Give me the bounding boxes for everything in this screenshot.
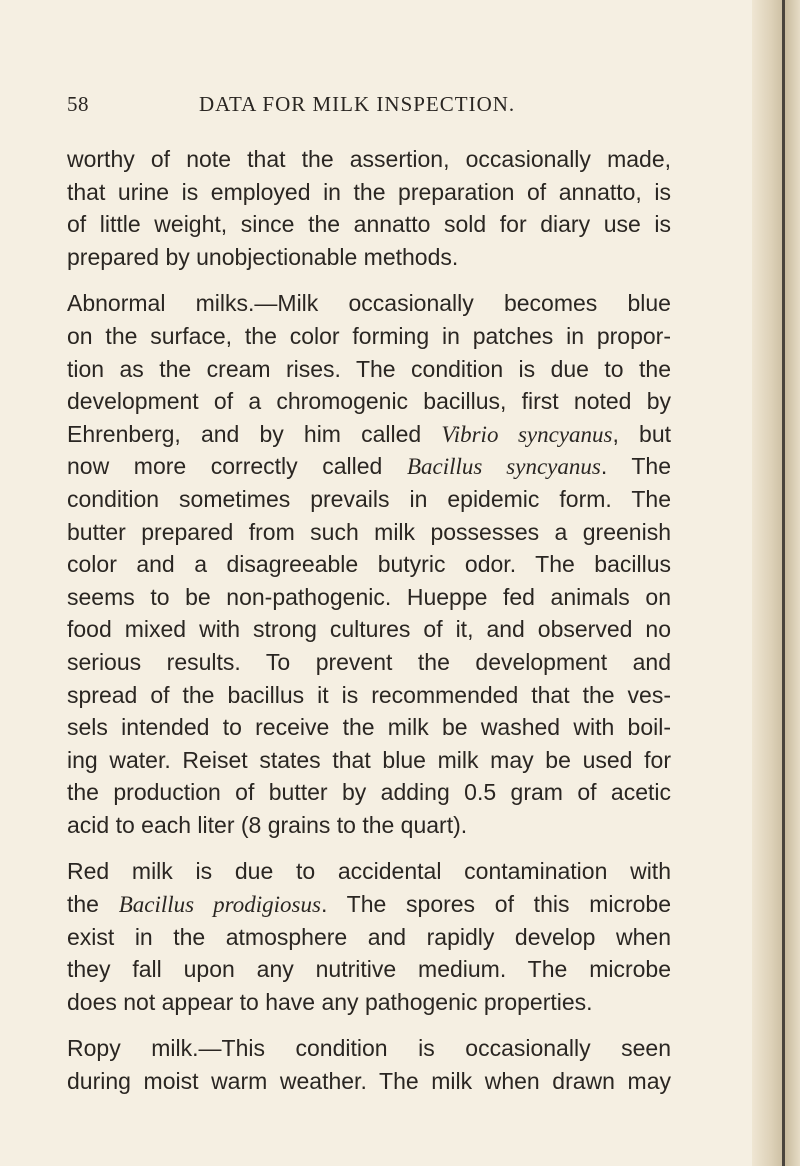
text-line: worthy of note that the assertion, occasionally made, [67, 146, 671, 172]
paragraph-red-milk [67, 855, 671, 1018]
paragraph-abnormal-milks [67, 287, 671, 841]
paragraph-ropy-milk [67, 1032, 671, 1097]
text-line: now more correctly called Bacillus syncyanus. The [67, 453, 672, 480]
text-line: serious results. To prevent the development and [67, 648, 671, 675]
text-line: tion as the cream rises. The condition is due to the [67, 355, 671, 382]
text-line: butter prepared from such milk possesses a greenish [67, 518, 671, 545]
text-line: of little weight, since the annatto sold for diary use is [67, 211, 671, 238]
text-line: development of a chromogenic bacillus, first noted by [67, 388, 671, 415]
text-line: on the surface, the color forming in patches in propor- [67, 322, 671, 349]
species-name: Vibrio syncyanus [441, 421, 613, 447]
section-heading-red-milk: Red milk [67, 858, 173, 885]
running-head: DATA FOR MILK INSPECTION. [199, 92, 516, 116]
body-text [67, 143, 671, 1112]
page-number: 58 [67, 92, 89, 116]
text-line: the Bacillus prodigiosus. The spores of this microbe [67, 891, 671, 918]
binding-edge [782, 0, 785, 1166]
paragraph-annatto [67, 143, 671, 273]
text-line: acid to each liter (8 grains to the quart). [67, 811, 468, 838]
page-gutter [752, 0, 800, 1166]
text-line: color and a disagreeable butyric odor. The bacillus [67, 551, 671, 578]
text-line: that urine is employed in the preparation of annatto, is [67, 178, 671, 205]
section-heading-abnormal-milks: Abnormal milks. [67, 290, 255, 317]
text-line: they fall upon any nutritive medium. The microbe [67, 956, 671, 983]
text-line: sels intended to receive the milk be washed with boil- [67, 714, 671, 741]
text-line: seems to be non-pathogenic. Hueppe fed animals on [67, 583, 671, 610]
text-line: prepared by unobjectionable methods. [67, 243, 459, 270]
text-line: condition sometimes prevails in epidemic form. The [67, 485, 671, 512]
page-header [67, 92, 667, 122]
text-line: Abnormal milks.—Milk occasionally becomes blue [67, 290, 671, 317]
text-line: during moist warm weather. The milk when drawn may [67, 1068, 671, 1095]
text-line: Ropy milk.—This condition is occasionally seen [67, 1035, 671, 1062]
text-line: Ehrenberg, and by him called Vibrio syncyanus, but [67, 420, 671, 447]
text-line: food mixed with strong cultures of it, and observed no [67, 616, 671, 643]
species-name: Bacillus syncyanus [406, 454, 601, 480]
text-line: the production of butter by adding 0.5 gram of acetic [67, 779, 671, 806]
text-line: exist in the atmosphere and rapidly develop when [67, 923, 671, 950]
text-line: Red milk is due to accidental contamination with [67, 858, 671, 885]
species-name: Bacillus prodigiosus [118, 892, 321, 918]
section-heading-ropy-milk: Ropy milk. [67, 1035, 199, 1062]
text-line: ing water. Reiset states that blue milk may be used for [67, 746, 671, 773]
text-line: does not appear to have any pathogenic properties. [67, 988, 593, 1015]
text-line: spread of the bacillus it is recommended that the ves- [67, 681, 671, 708]
